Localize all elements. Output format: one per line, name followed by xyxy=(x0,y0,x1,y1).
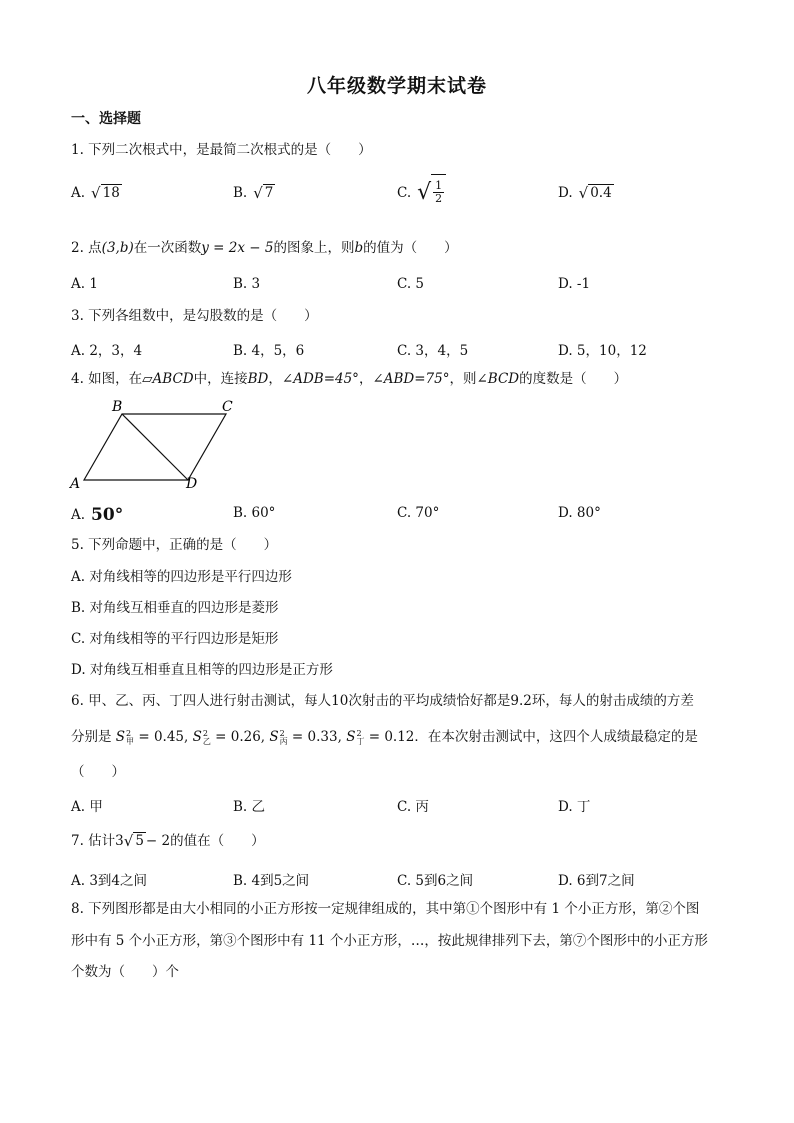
fraction: $\frac{1}{2}$ xyxy=(435,179,443,205)
q4-option-a[interactable]: A. 50° xyxy=(71,505,124,525)
q5-option-a[interactable]: A. 对角线相等的四边形是平行四边形 xyxy=(71,569,292,585)
q2-option-d[interactable]: D. -1 xyxy=(558,276,591,292)
question-6-options xyxy=(71,795,731,817)
question-8-stem-line-3: 个数为（ ）个 xyxy=(71,964,179,980)
question-7-stem: 7. 估计 3 √ 5 − 2 的值在（ ） xyxy=(71,832,265,850)
option-label: A. xyxy=(71,507,86,523)
q7-option-c[interactable]: C. 5到6之间 xyxy=(397,873,474,889)
q1-option-c[interactable] xyxy=(397,174,446,212)
q5-option-b[interactable]: B. 对角线互相垂直的四边形是菱形 xyxy=(71,600,279,616)
question-4-stem: 4. 如图，在▱ABCD中，连接BD，∠ADB=45°，∠ABD=75°，则∠BCD的度数是（ ） xyxy=(71,371,628,387)
question-3-stem: 3. 下列各组数中，是勾股数的是（ ） xyxy=(71,308,318,324)
sqrt-expression: √ 18 xyxy=(91,184,120,202)
q7-option-b[interactable]: B. 4到5之间 xyxy=(233,873,310,889)
q7-option-a[interactable]: A. 3到4之间 xyxy=(71,873,148,889)
diagonal-bd xyxy=(122,414,188,480)
option-label: B. xyxy=(233,185,248,201)
q2-option-a[interactable]: A. 1 xyxy=(71,276,98,292)
q5-option-c[interactable]: C. 对角线相等的平行四边形是矩形 xyxy=(71,631,279,647)
question-6-stem-line-3: （ ） xyxy=(71,764,125,780)
q4-option-c[interactable]: C. 70° xyxy=(397,505,440,521)
q3-option-c[interactable]: C. 3，4，5 xyxy=(397,343,469,359)
parallelogram-figure xyxy=(66,396,256,492)
q6-option-b[interactable]: B. 乙 xyxy=(233,799,266,815)
question-6-stem-line-2: 分别是 S 2 甲 = 0.45, S 2 乙 = 0.26, S 2 丙 = 0.33, S 2 丁 = 0.12．在本次射击测试中，这四个人成绩最稳定的是 xyxy=(71,728,698,746)
q6-option-d[interactable]: D. 丁 xyxy=(558,799,591,815)
question-1-options xyxy=(71,179,731,206)
q1-option-d[interactable] xyxy=(558,184,614,202)
question-8-stem-line-2: 形中有 5 个小正方形，第③个图形中有 11 个小正方形，…，按此规律排列下去，第⑦个图形中的小正方形 xyxy=(71,933,708,949)
question-7-options xyxy=(71,869,731,891)
q2-option-b[interactable]: B. 3 xyxy=(233,276,261,292)
q4-option-d[interactable]: D. 80° xyxy=(558,505,601,521)
vertex-label-d: D xyxy=(186,476,198,492)
q4-option-b[interactable]: B. 60° xyxy=(233,505,276,521)
sqrt-expression: √ 5 xyxy=(123,832,144,850)
question-3-options xyxy=(71,339,731,361)
question-1-stem: 1. 下列二次根式中，是最简二次根式的是（ ） xyxy=(71,142,372,158)
sqrt-fraction: √ $\frac{1}{2}$ xyxy=(417,174,446,212)
q6-option-c[interactable]: C. 丙 xyxy=(397,799,429,815)
q5-option-d[interactable]: D. 对角线互相垂直且相等的四边形是正方形 xyxy=(71,662,333,678)
option-label: C. xyxy=(397,185,412,201)
option-label: D. xyxy=(558,185,573,201)
question-4-options xyxy=(71,505,731,527)
q2-option-c[interactable]: C. 5 xyxy=(397,276,425,292)
vertex-label-c: C xyxy=(222,399,233,415)
sqrt-expression: √ 7 xyxy=(253,184,274,202)
section-heading: 一、选择题 xyxy=(71,111,141,127)
q1-option-a[interactable] xyxy=(71,184,122,202)
vertex-label-b: B xyxy=(112,399,123,415)
question-5-stem: 5. 下列命题中，正确的是（ ） xyxy=(71,537,278,553)
question-2-stem: 2. 点(3,b)在一次函数y = 2x − 5的图象上，则b的值为（ ） xyxy=(71,240,458,256)
q3-option-b[interactable]: B. 4，5，6 xyxy=(233,343,305,359)
vertex-label-a: A xyxy=(70,476,81,492)
option-label: A. xyxy=(71,185,86,201)
q6-option-a[interactable]: A. 甲 xyxy=(71,799,103,815)
q3-option-a[interactable]: A. 2，3，4 xyxy=(71,343,143,359)
page-title: 八年级数学期末试卷 xyxy=(306,75,487,97)
q3-option-d[interactable]: D. 5，10，12 xyxy=(558,343,647,359)
question-8-stem-line-1: 8. 下列图形都是由大小相同的小正方形按一定规律组成的，其中第①个图形中有 1 个小正方形，第②个图 xyxy=(71,901,700,917)
q7-option-d[interactable]: D. 6到7之间 xyxy=(558,873,635,889)
question-2-options xyxy=(71,276,731,298)
q1-option-b[interactable] xyxy=(233,184,275,202)
sqrt-expression: √ 0.4 xyxy=(578,184,612,202)
question-6-stem-line-1: 6. 甲、乙、丙、丁四人进行射击测试，每人10次射击的平均成绩恰好都是9.2环，每人的射击成绩的方差 xyxy=(71,693,694,709)
